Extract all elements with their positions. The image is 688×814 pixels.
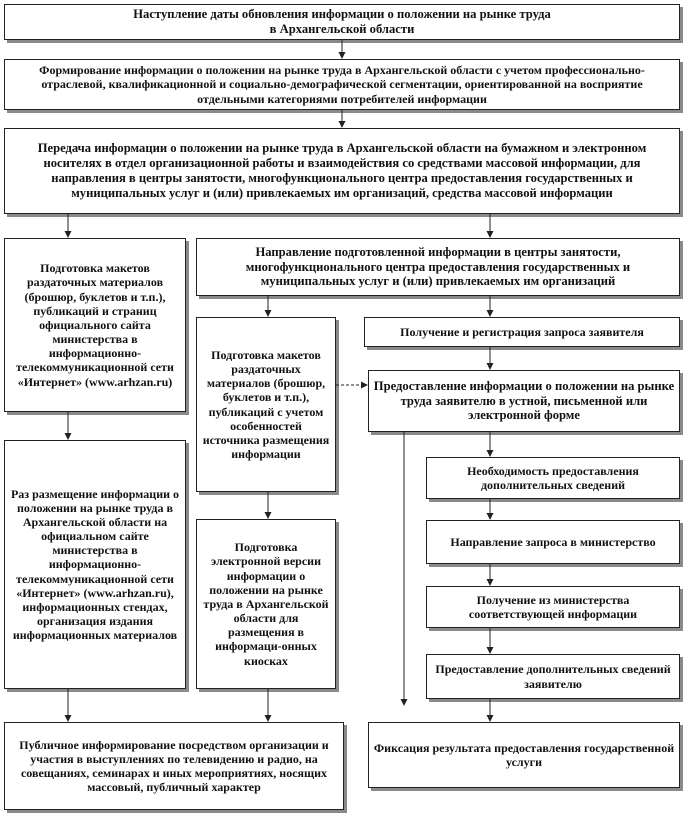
- step-record-result-text: Фиксация результата предоставления государственной услуги: [373, 740, 675, 769]
- step-record-result: [368, 722, 680, 788]
- step-receive-request: [364, 317, 680, 347]
- step-public-informing: [4, 722, 344, 810]
- step-prepare-layouts-source: [196, 317, 336, 492]
- step-update-date-text: Наступление даты обновления информации о положении на рынке труда в Архангельской области: [133, 7, 551, 36]
- step-publish-information: [4, 440, 186, 689]
- step-form-information-text: Формирование информации о положении на рынке труда в Архангельской области с учетом профессионально-отраслевой, квалификационной и социально-демографической сегментации, ориентированной на восприятие отдельными категориями потребителей информации: [39, 63, 645, 106]
- step-receive-from-ministry-text: Получение из министерства соответствующей информации: [468, 592, 638, 621]
- step-prepare-layouts-site: [4, 238, 186, 412]
- step-update-date: [4, 4, 680, 40]
- step-form-information: [4, 59, 680, 110]
- step-additional-needed: [426, 457, 680, 499]
- step-provide-additional-text: Предоставление дополнительных сведений заявителю: [435, 662, 671, 691]
- step-prepare-electronic-version-text: Подготовка электронной версии информации о положении на рынке труда в Архангельской области для размещения в информаци-онных киосках: [203, 540, 329, 668]
- step-provide-information: [368, 370, 680, 432]
- step-prepare-electronic-version: [196, 519, 336, 689]
- step-additional-needed-text: Необходимость предоставления дополнительных сведений: [467, 463, 639, 492]
- step-prepare-layouts-site-text: Подготовка макетов раздаточных материалов (брошюр, буклетов и т.п.), публикаций и страниц официального сайта министерства в информационно-телекоммуникационной сети «Интернет» (www.arhzan.ru): [16, 261, 174, 389]
- step-send-to-centers-text: Направление подготовленной информации в центры занятости, многофункционального центра предоставления государственных и муниципальных услуг и (или) привлекаемых им организаций: [245, 244, 631, 289]
- step-send-request-ministry-text: Направление запроса в министерство: [450, 534, 656, 549]
- step-transfer-information: [4, 128, 680, 214]
- step-transfer-information-text: Передача информации о положении на рынке труда в Архангельской области на бумажном и электронном носителях в отдел организационной работы и взаимодействия со средствами массовой информации, для направления в центры занятости, многофункционального центра предоставления государственных и муниципальных услуг и (или) привлекаемых им организаций, средства массовой информации: [37, 141, 647, 200]
- step-send-request-ministry: [426, 520, 680, 564]
- step-public-informing-text: Публичное информирование посредством организации и участия в выступлениях по телевидению и радио, на совещаниях, семинарах и иных мероприятиях, носящих массовый, публичный характер: [19, 737, 329, 795]
- step-publish-information-text: Раз размещение информации о положении на рынке труда в Архангельской области на официальном сайте министерства в информационно-телекоммуникационной сети «Интернет» (www.arhzan.ru), информационных стендах, организация издания информационных материалов: [10, 486, 180, 643]
- step-provide-information-text: Предоставление информации о положении на рынке труда заявителю в устной, письменной или электронной форме: [373, 378, 675, 423]
- step-provide-additional: [426, 654, 680, 699]
- step-prepare-layouts-source-text: Подготовка макетов раздаточных материалов (брошюр, буклетов и т.п.), публикаций с учетом особенностей источника размещения информации: [202, 347, 330, 461]
- step-send-to-centers: [196, 238, 680, 296]
- step-receive-from-ministry: [426, 586, 680, 628]
- step-receive-request-text: Получение и регистрация запроса заявителя: [400, 324, 644, 339]
